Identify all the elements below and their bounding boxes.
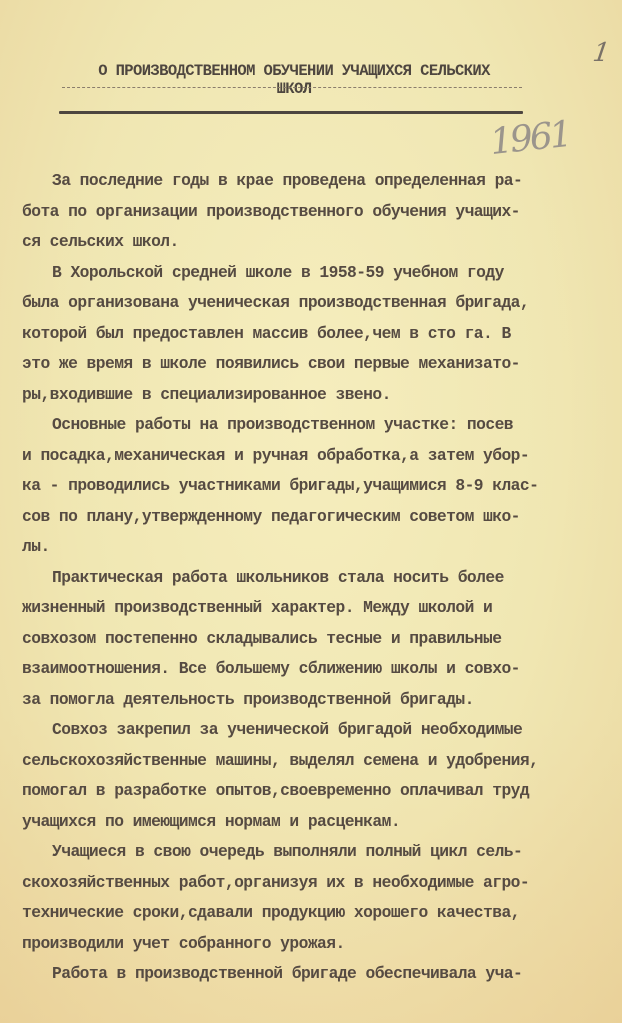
body-text-line: взаимоотношения. Все большему сближению школы и совхо-: [22, 659, 520, 678]
body-text-line: За последние годы в крае проведена определенная ра-: [52, 171, 523, 190]
body-text-line: производили учет собранного урожая.: [22, 933, 345, 953]
body-text-line: сельскохозяйственные машины, выделял семена и удобрения,: [22, 750, 539, 770]
body-text-line: жизненный производственный характер. Между школой и: [22, 598, 493, 617]
title-line-1: О ПРОИЗВОДСТВЕННОМ ОБУЧЕНИИ УЧАЩИХСЯ СЕЛЬСКИХ: [98, 62, 490, 80]
title-dashed-underline: [62, 87, 522, 88]
body-text-line: которой был предоставлен массив более,чем в сто га. В: [22, 323, 511, 343]
body-text-line: скохозяйственных работ,организуя их в необходимые агро-: [22, 872, 530, 892]
body-text-line: и посадка,механическая и ручная обработка,а затем убор-: [22, 445, 530, 465]
body-text-line: это же время в школе появились свои первые механизато-: [22, 354, 520, 373]
body-text-line: была организована ученическая производственная бригада,: [22, 293, 530, 312]
body-text-line: ры,входившие в специализированное звено.: [22, 384, 391, 404]
body-text-line: бота по организации производственного обучения учащих-: [22, 201, 520, 221]
handwritten-note: 1961: [488, 113, 572, 164]
document-title: [60, 62, 528, 98]
body-text-line: за помогла деятельность производственной бригады.: [22, 689, 474, 709]
title-line-2: ШКОЛ: [276, 80, 312, 98]
body-text-line: Практическая работа школьников стала носить более: [52, 567, 504, 587]
body-text-line: В Хорольской средней школе в 1958-59 учебном году: [52, 262, 504, 282]
body-text-line: ка - проводились участниками бригады,учащимися 8-9 клас-: [22, 476, 539, 495]
body-text-line: Работа в производственной бригаде обеспечивала уча-: [52, 964, 523, 983]
body-text-line: лы.: [22, 537, 50, 556]
page-number-mark: 1: [590, 38, 612, 68]
body-text-line: совхозом постепенно складывались тесные и правильные: [22, 628, 502, 648]
title-rule-divider: [59, 111, 523, 114]
body-text-line: технические сроки,сдавали продукцию хорошего качества,: [22, 903, 520, 922]
body-text-line: Совхоз закрепил за ученической бригадой необходимые: [52, 720, 523, 739]
document-body: [22, 166, 602, 990]
body-text-line: учащихся по имеющимся нормам и расценкам.: [22, 811, 401, 831]
body-text-line: Основные работы на производственном участке: посев: [52, 415, 514, 434]
body-text-line: Учащиеся в свою очередь выполняли полный цикл сель-: [52, 842, 523, 861]
body-text-line: ся сельских школ.: [22, 232, 179, 251]
body-text-line: сов по плану,утвержденному педагогическим советом шко-: [22, 506, 520, 526]
body-text-line: помогал в разработке опытов,своевременно оплачивал труд: [22, 781, 530, 800]
